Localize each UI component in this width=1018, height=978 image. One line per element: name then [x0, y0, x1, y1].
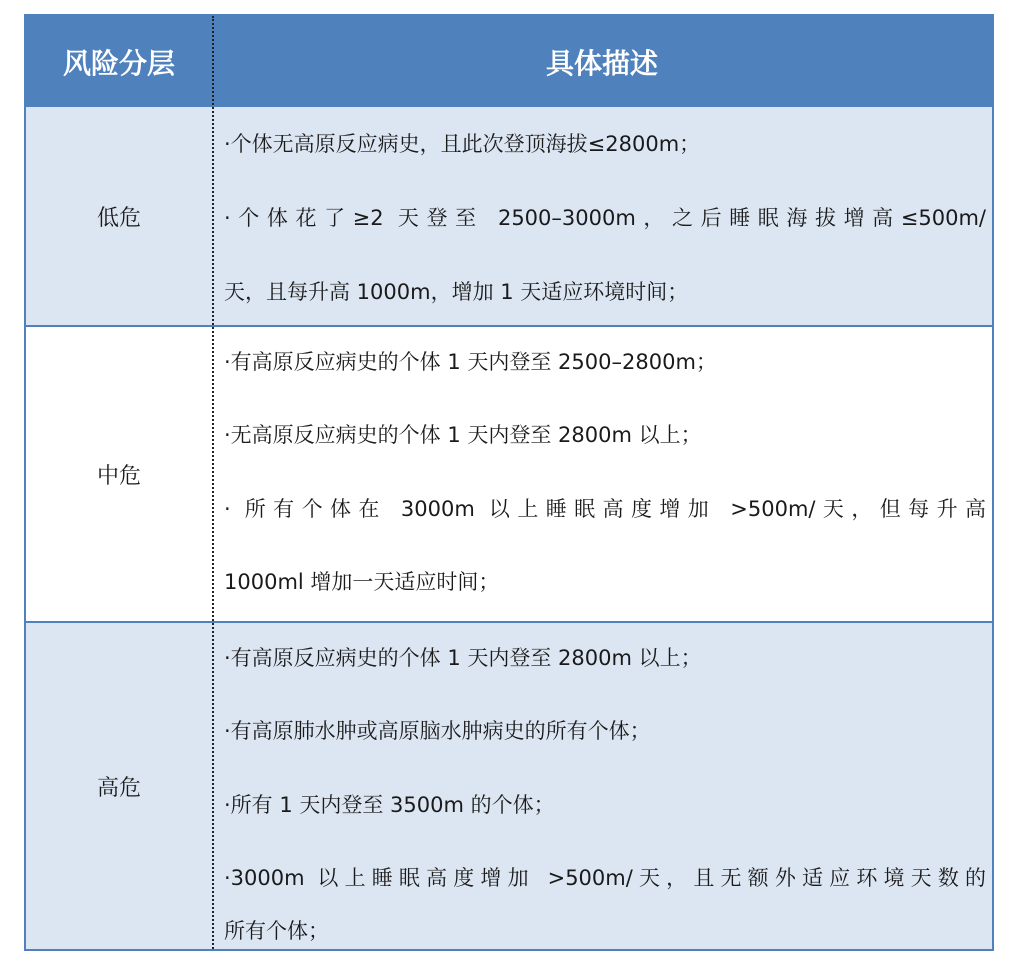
description-line: ·有高原肺水肿或高原脑水肿病史的所有个体； [224, 719, 651, 743]
risk-level-high: 高危 [96, 775, 141, 801]
risk-level-low: 低危 [96, 205, 141, 231]
table-header-row [26, 16, 992, 107]
table-row-medium-risk [26, 327, 992, 621]
description-line: ·个体无高原反应病史，且此次登顶海拔≤2800m； [224, 132, 701, 156]
table-row-low-risk [26, 107, 992, 325]
description-line: ·无高原反应病史的个体 1 天内登至 2800m 以上； [224, 423, 702, 447]
description-line: ·个体花了≥2 天登至 2500–3000m，之后睡眠海拔增高≤500m/ [224, 206, 986, 230]
table-row-high-risk [26, 623, 992, 949]
risk-level-medium: 中危 [96, 463, 141, 489]
description-line: ·有高原反应病史的个体 1 天内登至 2800m 以上； [224, 646, 702, 670]
description-line: · 所有个体在 3000m 以上睡眠高度增加 >500m/天，但每升高 [224, 497, 986, 521]
header-description: 具体描述 [545, 46, 658, 80]
description-line: ·所有 1 天内登至 3500m 的个体； [224, 793, 555, 817]
risk-stratification-table [24, 14, 994, 951]
column-divider [212, 16, 214, 949]
description-line: 所有个体； [224, 919, 329, 943]
description-line: ·3000m 以上睡眠高度增加 >500m/天，且无额外适应环境天数的 [224, 866, 986, 890]
description-line: 1000ml 增加一天适应时间； [224, 570, 500, 594]
header-risk-level: 风险分层 [62, 46, 175, 80]
description-line: 天，且每升高 1000m，增加 1 天适应环境时间； [224, 280, 689, 304]
description-line: ·有高原反应病史的个体 1 天内登至 2500–2800m； [224, 350, 717, 374]
